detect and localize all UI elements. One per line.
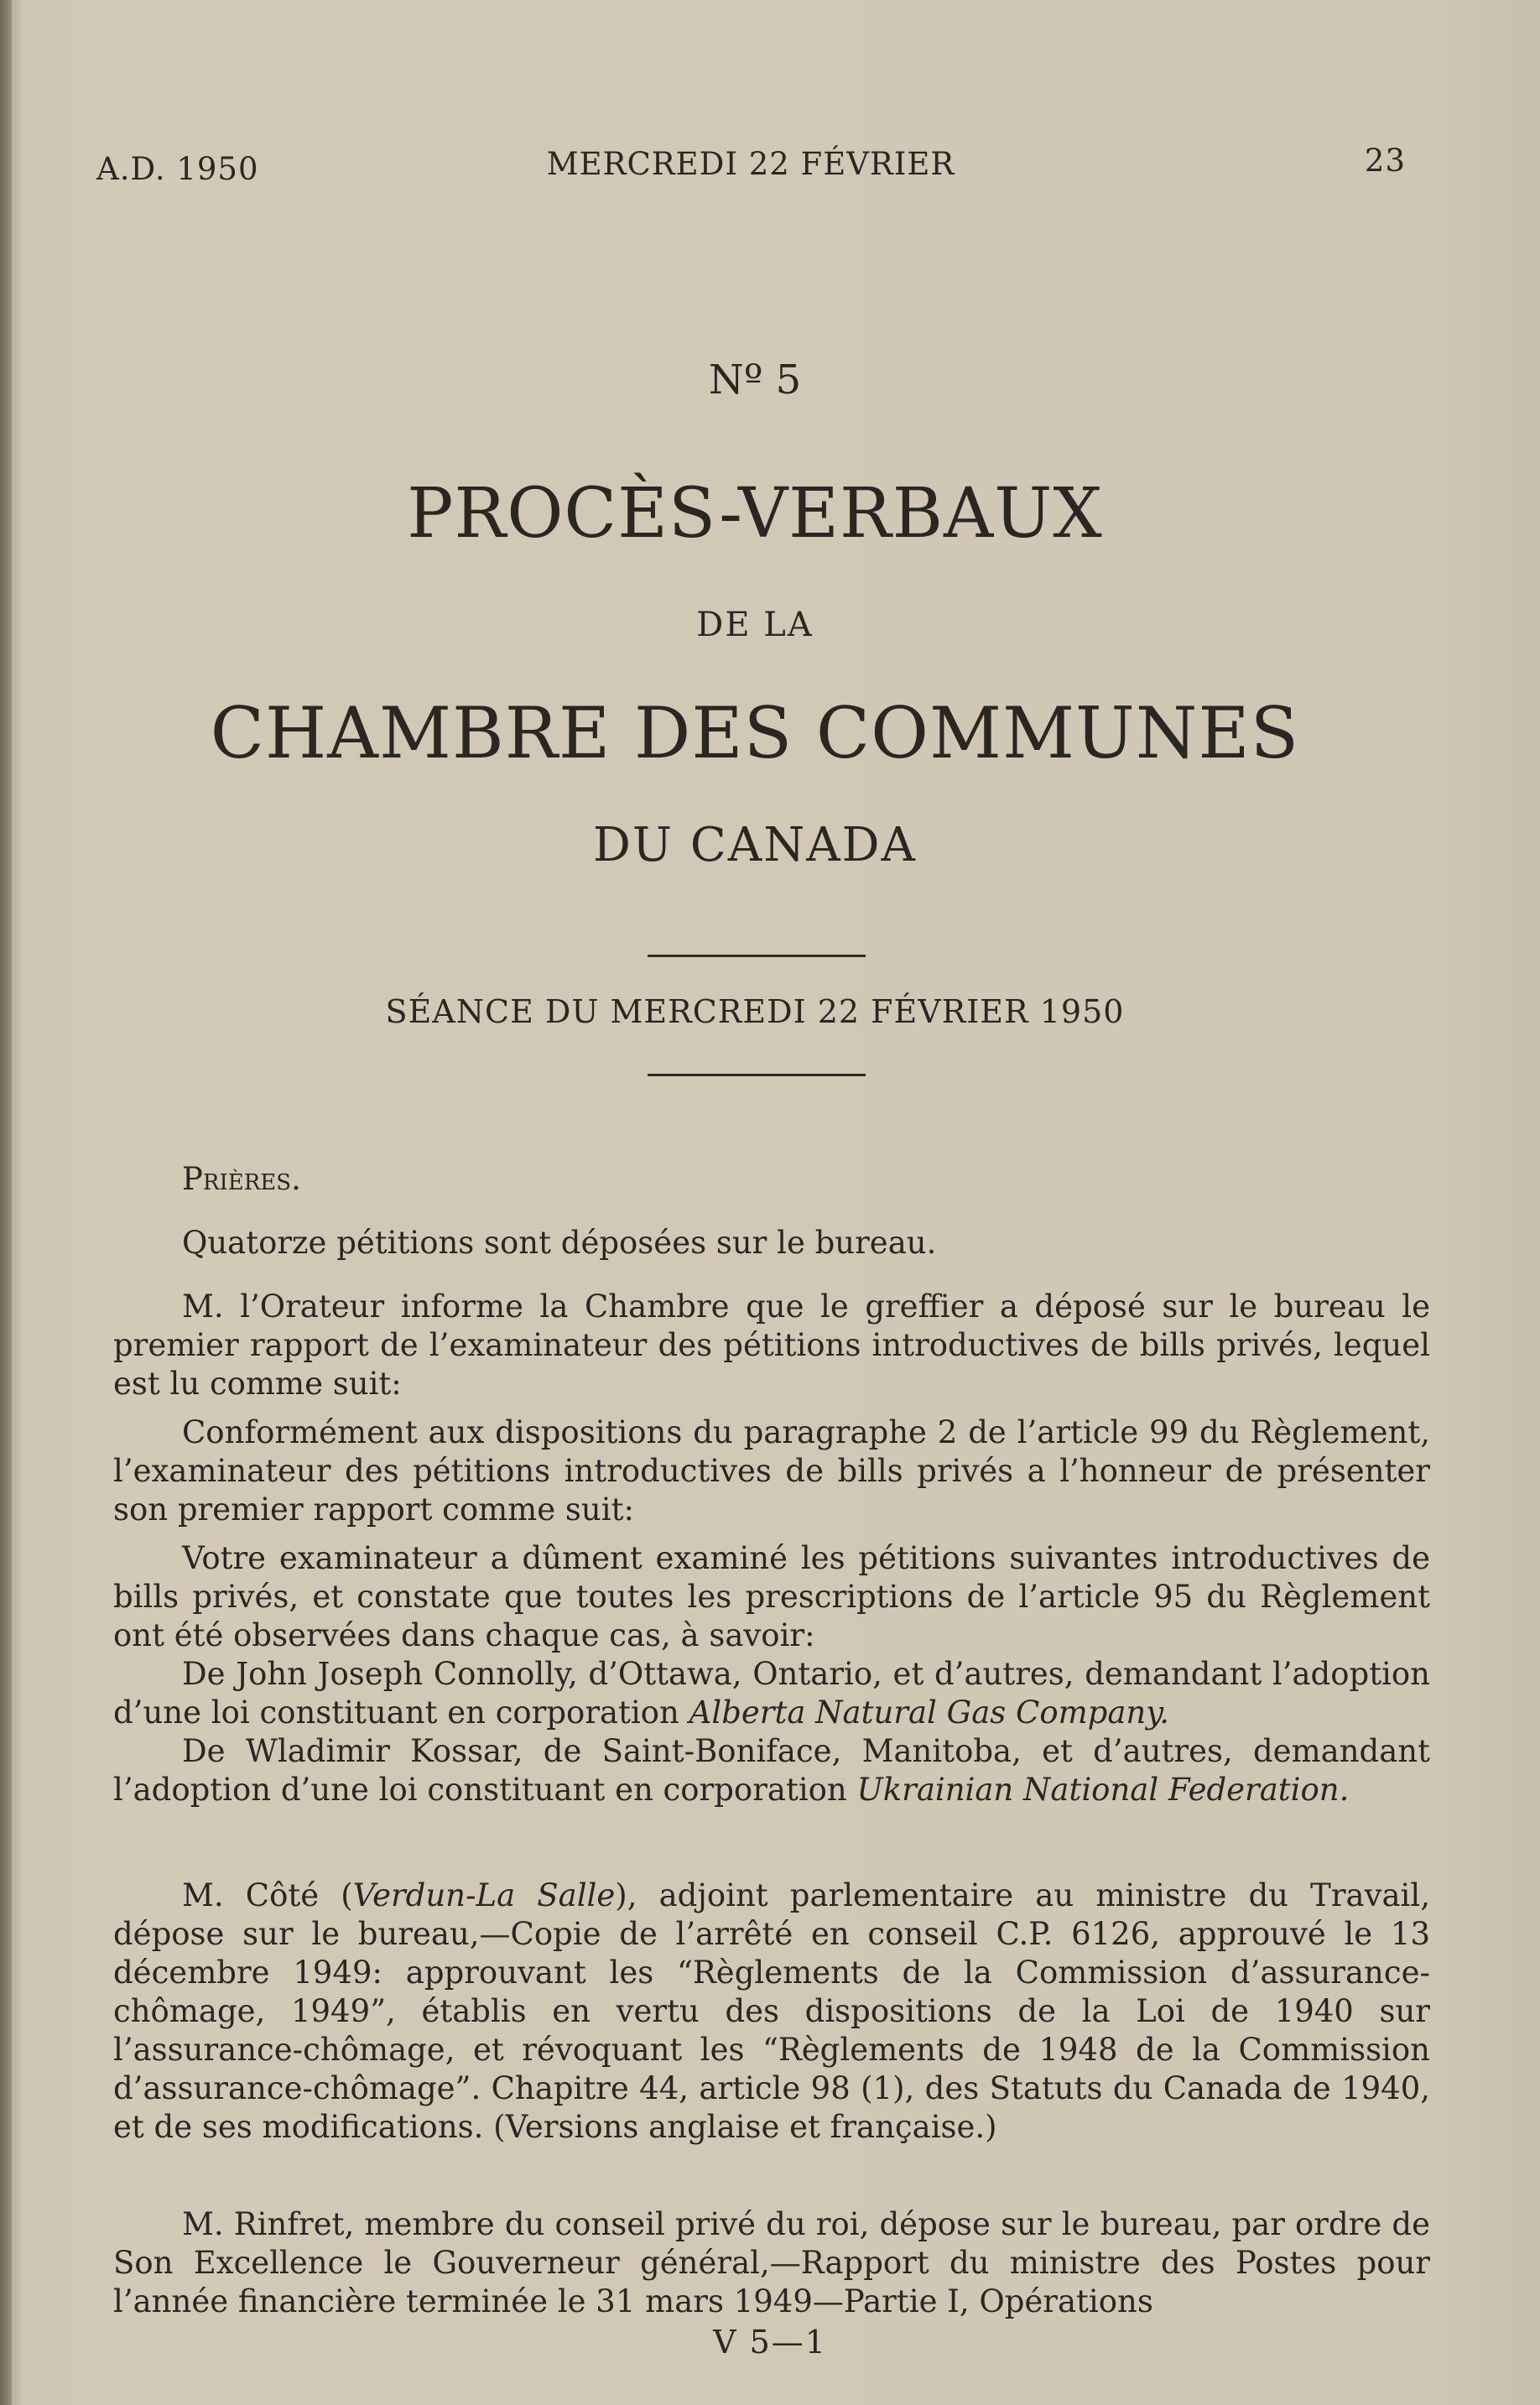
page-number: 23 [1364,143,1406,179]
cote-name: M. Côté ( [182,1877,353,1913]
kossar-petition [113,1732,1430,1809]
examinateur-paragraph: Votre examinateur a dûment examiné les pétitions suivantes introductives de bills privés, et constate que toutes les prescriptions de l’article 95 du Règlement ont été observées dans chaque cas, à savoir: [113,1540,1430,1653]
header-year: A.D. 1950 [96,151,259,187]
connolly-petition [113,1655,1430,1732]
issue-number: Nº 5 [708,357,802,403]
cote-text: ), adjoint parlementaire au ministre du Travail, dépose sur le bureau,—Copie de l’arrêté en conseil C.P. 6126, approuvé le 13 décembre 1949: approuvant les “Règlements de la Commission d’assurance-chômage, 1949”, établis en vertu des dispositions de la Loi de 1940 sur l’assurance-chômage, et révoquant les “Règlements de 1948 de la Commission d’assurance-chômage”. Chapitre 44, article 98 (1), des Statuts du Canada de 1940, et de ses modifications. (Versions anglaise et française.) [113,1877,1430,2145]
petitions-paragraph: Quatorze pétitions sont déposées sur le bureau. [182,1225,937,1261]
title-connector: DE LA [696,606,814,644]
kossar-corporation: Ukrainian National Federation. [856,1772,1350,1808]
speaker-report-paragraph: M. l’Orateur informe la Chambre que le greffier a déposé sur le bureau le premier rapport de l’examinateur des pétitions introductives de bills privés, lequel est lu comme suit: [113,1288,1430,1402]
running-header [0,143,1540,201]
country-name: DU CANADA [593,818,917,872]
divider-bottom [648,1074,866,1076]
document-title: PROCÈS-VERBAUX [407,474,1103,554]
sitting-heading: SÉANCE DU MERCREDI 22 FÉVRIER 1950 [385,993,1125,1030]
conformement-paragraph: Conformément aux dispositions du paragraphe 2 de l’article 99 du Règlement, l’examinateur des pétitions introductives de bills privés a l’honneur de présenter son premier rapport comme suit: [113,1414,1430,1528]
rinfret-paragraph: M. Rinfret, membre du conseil privé du roi, dépose sur le bureau, par ordre de Son Excellence le Gouverneur général,—Rapport du ministre des Postes pour l’année financière terminée le 31 mars 1949—Partie I, Opérations [113,2206,1430,2319]
cote-paragraph [113,1877,1430,2147]
kossar-text: De Wladimir Kossar, de Saint-Boniface, Manitoba, et d’autres, demandant l’adoption d’une loi constituant en corporation [113,1733,1430,1808]
proceedings-body [113,1160,1430,2321]
header-date: MERCREDI 22 FÉVRIER [546,146,955,182]
prayers-line: Prières. [182,1161,301,1197]
connolly-corporation: Alberta Natural Gas Company. [689,1694,1169,1731]
connolly-text: De John Joseph Connolly, d’Ottawa, Ontario, et d’autres, demandant l’adoption d’une loi constituant en corporation [113,1656,1430,1731]
signature-mark: V 5—1 [713,2324,827,2361]
cote-riding: Verdun-La Salle [352,1877,616,1913]
institution-name: CHAMBRE DES COMMUNES [210,692,1300,774]
divider-top [648,955,866,957]
